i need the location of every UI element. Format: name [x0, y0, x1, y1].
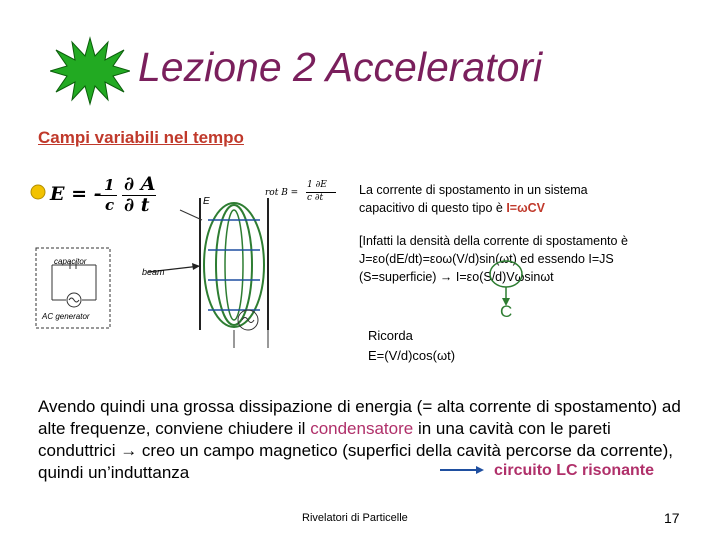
- starburst-icon: [50, 36, 130, 106]
- formula-den-right: ∂ t: [124, 194, 150, 216]
- para1-highlight: I=ωCV: [506, 201, 546, 215]
- ricorda-label: Ricorda: [368, 328, 413, 343]
- main-part2: in una cavità con le pareti conduttrici → creo un campo magnetico (superfici della cavità percorse da corrente), quindi un’induttanza: [38, 419, 673, 482]
- rot-b-den: c ∂t: [307, 193, 324, 203]
- figure-label-generator: AC generator: [42, 312, 90, 321]
- formula-den-left: c: [105, 196, 115, 214]
- slide-title: Lezione 2 Acceleratori: [138, 44, 543, 90]
- capacitance-callout: [476, 258, 536, 308]
- para1-line2-prefix: capacitivo di questo tipo è: [359, 201, 507, 215]
- lc-circuit-result: circuito LC risonante: [494, 462, 655, 479]
- para2-line2: J=εo(dE/dt)=εoω(V/d)sin(ωt) ed essendo I=JS: [359, 252, 614, 266]
- displacement-current-text: [359, 181, 588, 217]
- ricorda-formula: E=(V/d)cos(ωt): [368, 348, 456, 363]
- para1-line1: La corrente di spostamento in un sistema: [359, 183, 588, 197]
- figure-label-capacitor: capacitor: [54, 257, 87, 266]
- para2-line3: (S=superficie) → I=εo(S/d)Vωsinωt: [359, 270, 554, 284]
- capacitance-label: C: [500, 302, 513, 321]
- formula-num-right: ∂ A: [124, 173, 156, 195]
- figure-label-e: E: [203, 196, 210, 207]
- figure-label-beam: beam: [142, 267, 165, 277]
- footer-text: Rivelatori di Particelle: [302, 512, 408, 524]
- formula-lhs: E = -: [50, 183, 102, 205]
- main-condensatore: condensatore: [310, 419, 414, 438]
- slide-subtitle: Campi variabili nel tempo: [38, 128, 244, 147]
- rot-b-formula: [265, 180, 345, 210]
- main-part1: Avendo quindi una grossa dissipazione di energia (= alta corrente di spostamento) ad alte frequenze, conviene chiudere il: [38, 397, 681, 438]
- formula-num-left: 1: [104, 176, 115, 194]
- para2-line1: [Infatti la densità della corrente di spostamento è: [359, 234, 628, 248]
- page-number: 17: [664, 510, 680, 526]
- rot-b-lhs: rot B =: [265, 188, 299, 198]
- rot-b-num: 1 ∂E: [307, 180, 327, 190]
- para1-line2: [359, 199, 588, 217]
- result-arrow-icon: [438, 464, 486, 476]
